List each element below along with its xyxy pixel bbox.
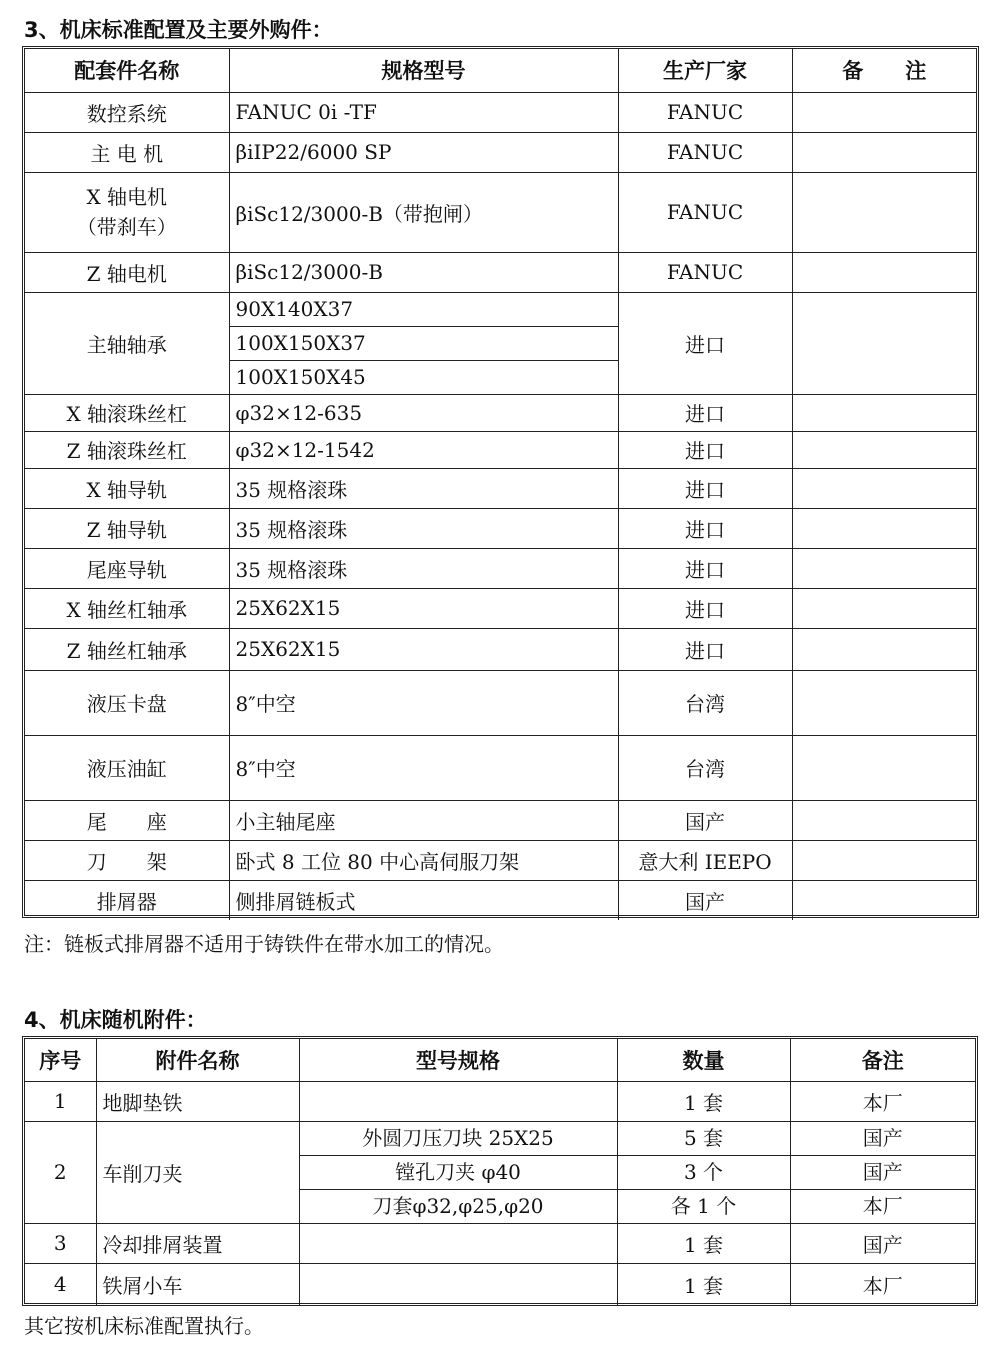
part-maker: 进口 xyxy=(618,292,792,394)
part-spec: 8″中空 xyxy=(229,670,618,735)
accessory-spec xyxy=(299,1223,617,1263)
row-index: 1 xyxy=(25,1081,96,1121)
part-maker: 进口 xyxy=(618,628,792,670)
accessory-qty: 1 套 xyxy=(617,1263,790,1305)
accessories-table xyxy=(22,1036,978,1306)
part-note xyxy=(792,431,976,468)
part-name: Z 轴丝杠轴承 xyxy=(25,628,229,670)
table-row xyxy=(25,1081,975,1121)
accessory-spec xyxy=(299,1081,617,1121)
part-note xyxy=(792,840,976,880)
part-maker: 国产 xyxy=(618,800,792,840)
part-maker: FANUC xyxy=(618,252,792,292)
part-maker: 意大利 IEEPO xyxy=(618,840,792,880)
part-maker: 进口 xyxy=(618,468,792,508)
part-maker: 进口 xyxy=(618,508,792,548)
header-model-spec: 型号规格 xyxy=(299,1039,617,1081)
part-maker: 进口 xyxy=(618,431,792,468)
part-name: Z 轴导轨 xyxy=(25,508,229,548)
part-name: Z 轴电机 xyxy=(25,252,229,292)
part-spec-list xyxy=(229,292,618,394)
part-name: 尾 座 xyxy=(25,800,229,840)
accessory-name: 车削刀夹 xyxy=(96,1121,299,1223)
table-row xyxy=(25,840,976,880)
accessory-name: 地脚垫铁 xyxy=(96,1081,299,1121)
table-row xyxy=(25,1223,975,1263)
section-4-title: 4、机床随机附件： xyxy=(24,1008,207,1032)
accessory-spec: 外圆刀压刀块 25X25 xyxy=(300,1122,617,1156)
accessory-spec xyxy=(299,1263,617,1305)
table-row xyxy=(25,628,976,670)
part-spec: FANUC 0i -TF xyxy=(229,92,618,132)
part-name: X 轴滚珠丝杠 xyxy=(25,394,229,431)
accessory-note: 本厂 xyxy=(790,1263,975,1305)
part-name: Z 轴滚珠丝杠 xyxy=(25,431,229,468)
part-spec: φ32×12-1542 xyxy=(229,431,618,468)
part-note xyxy=(792,880,976,920)
part-maker: 进口 xyxy=(618,588,792,628)
part-note xyxy=(792,468,976,508)
header-maker: 生产厂家 xyxy=(618,49,792,92)
accessory-qty: 1 套 xyxy=(617,1223,790,1263)
part-maker: 进口 xyxy=(618,548,792,588)
table-row xyxy=(25,431,976,468)
header-quantity: 数量 xyxy=(617,1039,790,1081)
header-remarks: 备 注 xyxy=(792,49,976,92)
part-spec: 100X150X37 xyxy=(230,327,618,361)
accessory-qty: 1 套 xyxy=(617,1081,790,1121)
part-spec: 35 规格滚珠 xyxy=(229,508,618,548)
part-spec: 小主轴尾座 xyxy=(229,800,618,840)
table-row xyxy=(25,132,976,172)
accessory-note: 本厂 xyxy=(790,1081,975,1121)
part-spec: 25X62X15 xyxy=(229,628,618,670)
row-index: 2 xyxy=(25,1121,96,1223)
table-row xyxy=(25,670,976,735)
header-spec: 规格型号 xyxy=(229,49,618,92)
table-row xyxy=(25,548,976,588)
table-row xyxy=(25,292,976,394)
part-maker: 台湾 xyxy=(618,670,792,735)
table-row xyxy=(25,92,976,132)
part-spec: 100X150X45 xyxy=(235,364,366,389)
part-maker: FANUC xyxy=(618,92,792,132)
section-3-footnote: 注：链板式排屑器不适用于铸铁件在带水加工的情况。 xyxy=(24,932,504,956)
standard-config-table xyxy=(22,46,979,918)
part-spec: 8″中空 xyxy=(229,735,618,800)
part-name-line2: （带刹车） xyxy=(76,215,177,239)
table-row xyxy=(25,880,976,920)
part-note xyxy=(792,132,976,172)
table-row xyxy=(25,252,976,292)
accessory-note: 国产 xyxy=(790,1223,975,1263)
section-3-title: 3、机床标准配置及主要外购件： xyxy=(24,18,333,42)
part-note xyxy=(792,800,976,840)
part-note xyxy=(792,670,976,735)
header-part-name: 配套件名称 xyxy=(25,49,229,92)
part-spec: 卧式 8 工位 80 中心高伺服刀架 xyxy=(229,840,618,880)
part-name: X 轴丝杠轴承 xyxy=(25,588,229,628)
accessory-spec-list xyxy=(299,1121,617,1223)
part-spec: βiSc12/3000-B xyxy=(229,252,618,292)
part-spec: βiIP22/6000 SP xyxy=(229,132,618,172)
part-note xyxy=(792,508,976,548)
accessory-note-list xyxy=(790,1121,975,1223)
accessory-note: 本厂 xyxy=(862,1193,903,1218)
table-row xyxy=(25,1263,975,1305)
accessory-spec: 刀套φ32,φ25,φ20 xyxy=(372,1193,544,1218)
part-name: 液压油缸 xyxy=(25,735,229,800)
table-row xyxy=(25,172,976,252)
part-name: 排屑器 xyxy=(25,880,229,920)
table-row xyxy=(25,394,976,431)
part-maker: 进口 xyxy=(618,394,792,431)
part-note xyxy=(792,252,976,292)
part-spec: 90X140X37 xyxy=(230,293,618,327)
part-name: 主轴轴承 xyxy=(25,292,229,394)
table-row xyxy=(25,735,976,800)
part-note xyxy=(792,92,976,132)
part-maker: FANUC xyxy=(618,132,792,172)
section-4-footnote: 其它按机床标准配置执行。 xyxy=(24,1314,264,1338)
part-note xyxy=(792,394,976,431)
part-name-line1: X 轴电机 xyxy=(86,185,168,209)
accessory-name: 铁屑小车 xyxy=(96,1263,299,1305)
part-name: 液压卡盘 xyxy=(25,670,229,735)
accessory-name: 冷却排屑装置 xyxy=(96,1223,299,1263)
accessory-qty: 3 个 xyxy=(618,1156,790,1190)
accessory-qty-list xyxy=(617,1121,790,1223)
part-name: 主 电 机 xyxy=(25,132,229,172)
table-row xyxy=(25,588,976,628)
part-name xyxy=(25,172,229,252)
part-note xyxy=(792,172,976,252)
part-note xyxy=(792,548,976,588)
accessory-qty: 各 1 个 xyxy=(670,1193,737,1218)
part-spec: 35 规格滚珠 xyxy=(229,468,618,508)
table-row xyxy=(25,800,976,840)
part-name: 刀 架 xyxy=(25,840,229,880)
accessory-note: 国产 xyxy=(791,1156,976,1190)
part-spec: φ32×12-635 xyxy=(229,394,618,431)
row-index: 4 xyxy=(25,1263,96,1305)
part-spec: βiSc12/3000-B（带抱闸） xyxy=(229,172,618,252)
accessory-spec: 镗孔刀夹 φ40 xyxy=(300,1156,617,1190)
part-note xyxy=(792,588,976,628)
table-header-row xyxy=(25,1039,975,1081)
part-maker: 国产 xyxy=(618,880,792,920)
table-row xyxy=(25,508,976,548)
part-spec: 25X62X15 xyxy=(229,588,618,628)
part-maker: FANUC xyxy=(618,172,792,252)
row-index: 3 xyxy=(25,1223,96,1263)
table-row xyxy=(25,1121,975,1223)
header-remarks: 备注 xyxy=(790,1039,975,1081)
part-maker: 台湾 xyxy=(618,735,792,800)
header-accessory-name: 附件名称 xyxy=(96,1039,299,1081)
table-header-row xyxy=(25,49,976,92)
part-spec: 35 规格滚珠 xyxy=(229,548,618,588)
accessory-note: 国产 xyxy=(791,1122,976,1156)
accessory-qty: 5 套 xyxy=(618,1122,790,1156)
part-name: 数控系统 xyxy=(25,92,229,132)
part-note xyxy=(792,292,976,394)
part-spec: 侧排屑链板式 xyxy=(229,880,618,920)
header-index: 序号 xyxy=(25,1039,96,1081)
part-name: X 轴导轨 xyxy=(25,468,229,508)
part-name: 尾座导轨 xyxy=(25,548,229,588)
part-note xyxy=(792,735,976,800)
part-note xyxy=(792,628,976,670)
table-row xyxy=(25,468,976,508)
